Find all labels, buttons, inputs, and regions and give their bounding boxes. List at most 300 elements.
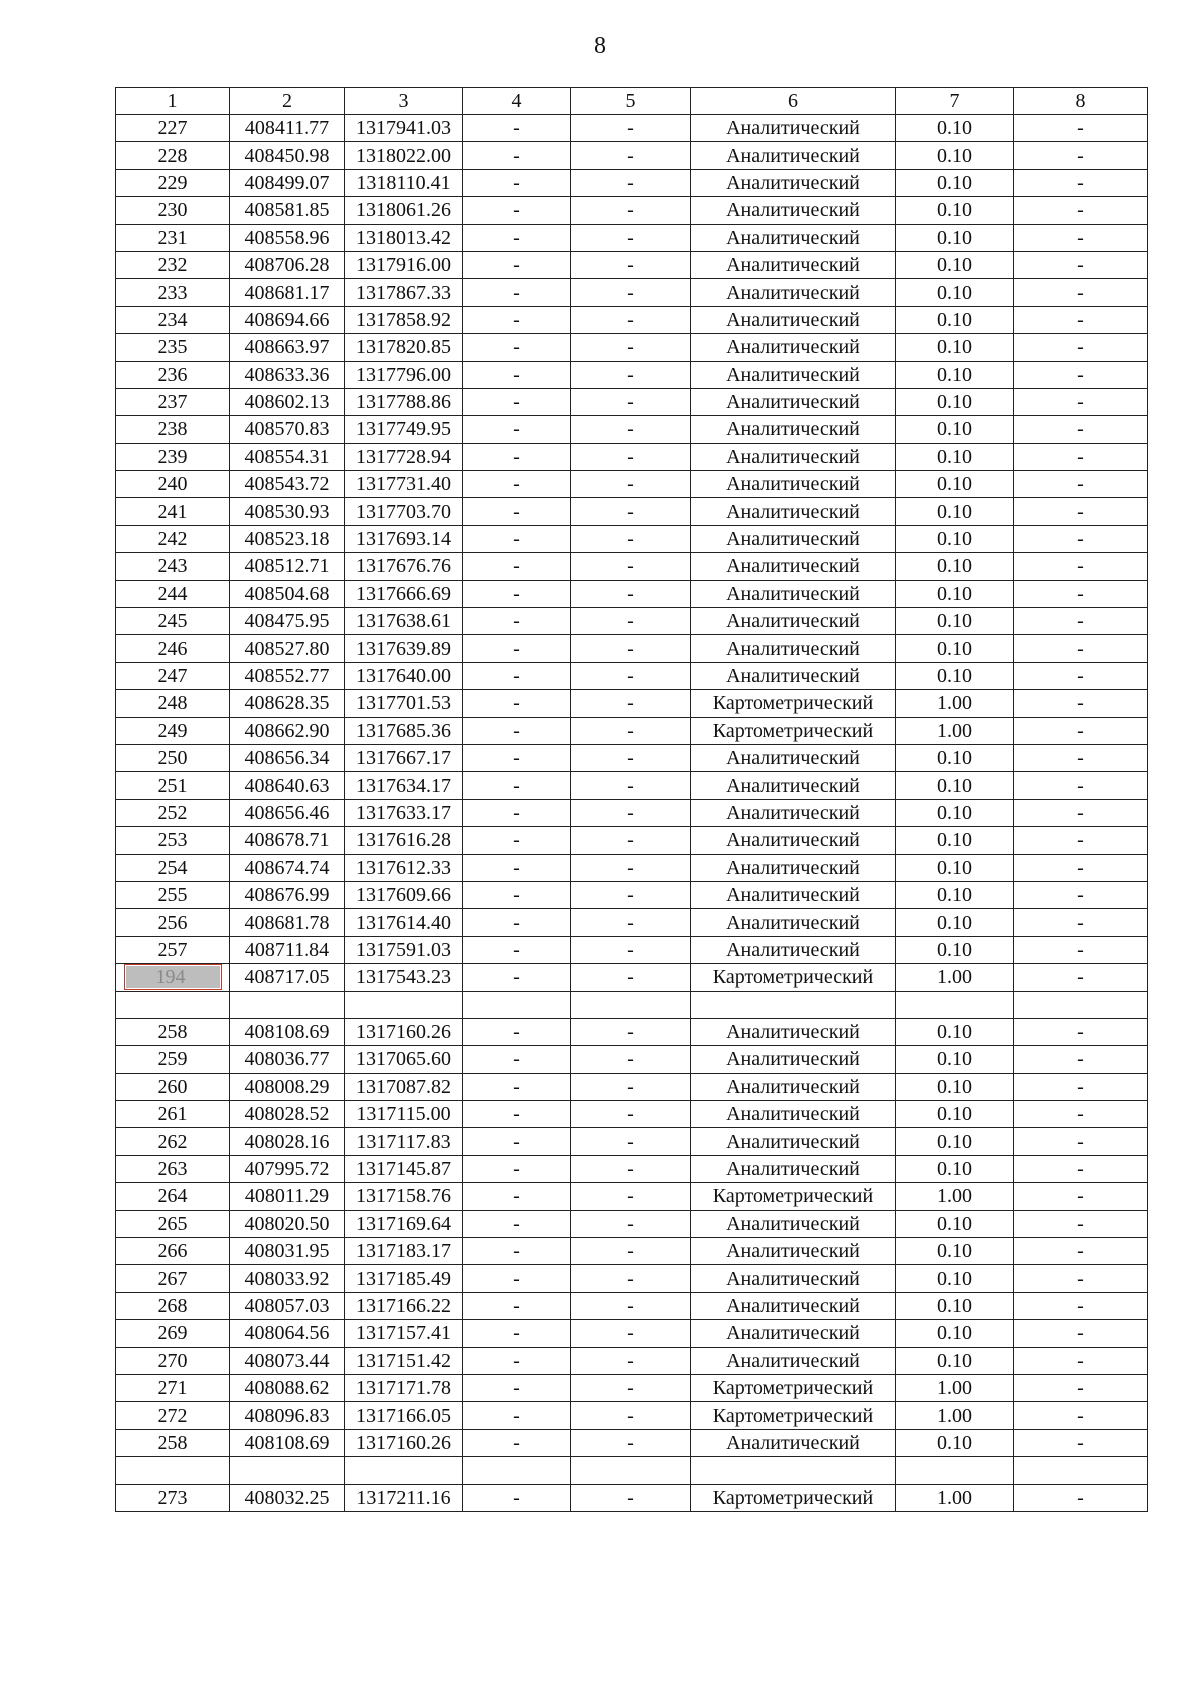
y-coordinate-cell: 1317609.66 — [345, 881, 463, 908]
col8-cell: - — [1014, 1402, 1148, 1429]
y-coordinate-cell: 1317543.23 — [345, 964, 463, 991]
accuracy-cell: 0.10 — [896, 416, 1014, 443]
accuracy-cell: 0.10 — [896, 197, 1014, 224]
col4-cell: - — [463, 1484, 571, 1511]
col4-cell: - — [463, 772, 571, 799]
point-number-cell: 257 — [116, 936, 230, 963]
col5-cell: - — [571, 827, 691, 854]
col4-cell: - — [463, 1402, 571, 1429]
table-body — [116, 88, 1148, 1512]
col4-cell: - — [463, 1292, 571, 1319]
accuracy-cell: 0.10 — [896, 827, 1014, 854]
col8-cell: - — [1014, 1183, 1148, 1210]
point-number-cell: 264 — [116, 1183, 230, 1210]
y-coordinate-cell: 1317676.76 — [345, 553, 463, 580]
y-coordinate-cell: 1317941.03 — [345, 115, 463, 142]
y-coordinate-cell: 1317171.78 — [345, 1374, 463, 1401]
col4-cell: - — [463, 1320, 571, 1347]
col8-cell: - — [1014, 443, 1148, 470]
point-number-cell: 236 — [116, 361, 230, 388]
point-number-cell: 238 — [116, 416, 230, 443]
col8-cell: - — [1014, 1018, 1148, 1045]
col5-cell: - — [571, 717, 691, 744]
method-cell: Аналитический — [691, 306, 896, 333]
point-number-cell: 266 — [116, 1238, 230, 1265]
x-coordinate-cell: 408108.69 — [230, 1018, 345, 1045]
x-coordinate-cell: 408656.34 — [230, 744, 345, 771]
method-cell: Аналитический — [691, 1292, 896, 1319]
point-number-cell: 271 — [116, 1374, 230, 1401]
table-row — [116, 1402, 1148, 1429]
x-coordinate-cell: 408032.25 — [230, 1484, 345, 1511]
point-number-cell: 233 — [116, 279, 230, 306]
table-row — [116, 1128, 1148, 1155]
point-number-cell: 263 — [116, 1155, 230, 1182]
y-coordinate-cell: 1317211.16 — [345, 1484, 463, 1511]
point-number-cell: 256 — [116, 909, 230, 936]
y-coordinate-cell: 1317151.42 — [345, 1347, 463, 1374]
table-row — [116, 1265, 1148, 1292]
x-coordinate-cell: 408543.72 — [230, 471, 345, 498]
method-cell: Картометрический — [691, 717, 896, 744]
y-coordinate-cell: 1317693.14 — [345, 525, 463, 552]
col8-cell: - — [1014, 224, 1148, 251]
col4-cell: - — [463, 1101, 571, 1128]
col5-cell: - — [571, 1484, 691, 1511]
col4-cell: - — [463, 1265, 571, 1292]
col8-cell: - — [1014, 142, 1148, 169]
method-cell: Аналитический — [691, 251, 896, 278]
accuracy-cell: 0.10 — [896, 251, 1014, 278]
y-coordinate-cell: 1317701.53 — [345, 690, 463, 717]
accuracy-cell: 1.00 — [896, 1374, 1014, 1401]
x-coordinate-cell: 408663.97 — [230, 334, 345, 361]
col4-cell: - — [463, 1073, 571, 1100]
accuracy-cell: 1.00 — [896, 690, 1014, 717]
x-coordinate-cell: 408504.68 — [230, 580, 345, 607]
point-number-cell: 241 — [116, 498, 230, 525]
table-row — [116, 1046, 1148, 1073]
x-coordinate-cell: 408674.74 — [230, 854, 345, 881]
y-coordinate-cell: 1317612.33 — [345, 854, 463, 881]
x-coordinate-cell: 408694.66 — [230, 306, 345, 333]
x-coordinate-cell: 408096.83 — [230, 1402, 345, 1429]
table-row — [116, 1347, 1148, 1374]
accuracy-cell: 0.10 — [896, 1265, 1014, 1292]
col8-cell: - — [1014, 1073, 1148, 1100]
accuracy-cell: 0.10 — [896, 772, 1014, 799]
col4-cell: - — [463, 388, 571, 415]
col5-cell: - — [571, 635, 691, 662]
x-coordinate-cell: 408558.96 — [230, 224, 345, 251]
point-number-cell: 261 — [116, 1101, 230, 1128]
y-coordinate-cell: 1317117.83 — [345, 1128, 463, 1155]
col4-cell — [463, 1457, 571, 1484]
table-row — [116, 197, 1148, 224]
accuracy-cell: 0.10 — [896, 471, 1014, 498]
table-row — [116, 1183, 1148, 1210]
point-number-cell: 273 — [116, 1484, 230, 1511]
col8-cell: - — [1014, 964, 1148, 991]
method-cell: Аналитический — [691, 388, 896, 415]
col5-cell: - — [571, 115, 691, 142]
method-cell: Картометрический — [691, 690, 896, 717]
col8-cell: - — [1014, 1292, 1148, 1319]
accuracy-cell: 0.10 — [896, 1073, 1014, 1100]
col4-cell: - — [463, 964, 571, 991]
method-cell: Аналитический — [691, 662, 896, 689]
col8-cell: - — [1014, 416, 1148, 443]
col4-cell: - — [463, 251, 571, 278]
x-coordinate-cell: 408640.63 — [230, 772, 345, 799]
col8-cell: - — [1014, 251, 1148, 278]
col8-cell — [1014, 991, 1148, 1018]
x-coordinate-cell: 408028.16 — [230, 1128, 345, 1155]
page-number: 8 — [594, 33, 606, 59]
y-coordinate-cell: 1317639.89 — [345, 635, 463, 662]
table-row — [116, 525, 1148, 552]
col4-cell: - — [463, 1128, 571, 1155]
method-cell: Аналитический — [691, 827, 896, 854]
point-number-cell: 247 — [116, 662, 230, 689]
col4-cell: - — [463, 1018, 571, 1045]
col8-cell: - — [1014, 1046, 1148, 1073]
point-number-cell: 231 — [116, 224, 230, 251]
accuracy-cell: 0.10 — [896, 744, 1014, 771]
col5-cell: - — [571, 443, 691, 470]
y-coordinate-cell: 1318022.00 — [345, 142, 463, 169]
col5-cell: - — [571, 1429, 691, 1456]
col8-cell: - — [1014, 1429, 1148, 1456]
col5-cell: - — [571, 361, 691, 388]
col8-cell: - — [1014, 1265, 1148, 1292]
column-header: 7 — [896, 88, 1014, 115]
point-number-cell: 259 — [116, 1046, 230, 1073]
point-number-cell: 244 — [116, 580, 230, 607]
y-coordinate-cell: 1317640.00 — [345, 662, 463, 689]
accuracy-cell: 0.10 — [896, 553, 1014, 580]
table-row — [116, 881, 1148, 908]
col5-cell: - — [571, 964, 691, 991]
method-cell: Аналитический — [691, 1320, 896, 1347]
point-number-cell: 269 — [116, 1320, 230, 1347]
x-coordinate-cell: 408523.18 — [230, 525, 345, 552]
col5-cell: - — [571, 1128, 691, 1155]
accuracy-cell: 1.00 — [896, 1183, 1014, 1210]
method-cell: Аналитический — [691, 361, 896, 388]
col4-cell: - — [463, 525, 571, 552]
point-number-cell: 232 — [116, 251, 230, 278]
point-number-cell: 272 — [116, 1402, 230, 1429]
col4-cell: - — [463, 580, 571, 607]
y-coordinate-cell: 1317160.26 — [345, 1018, 463, 1045]
y-coordinate-cell: 1317867.33 — [345, 279, 463, 306]
col5-cell — [571, 991, 691, 1018]
point-number-cell: 239 — [116, 443, 230, 470]
accuracy-cell: 1.00 — [896, 1484, 1014, 1511]
col5-cell: - — [571, 690, 691, 717]
method-cell: Аналитический — [691, 279, 896, 306]
point-number-cell: 254 — [116, 854, 230, 881]
col5-cell: - — [571, 1402, 691, 1429]
accuracy-cell: 0.10 — [896, 306, 1014, 333]
accuracy-cell: 0.10 — [896, 169, 1014, 196]
accuracy-cell: 0.10 — [896, 854, 1014, 881]
method-cell — [691, 991, 896, 1018]
col5-cell: - — [571, 744, 691, 771]
table-row — [116, 964, 1148, 991]
point-number-cell: 255 — [116, 881, 230, 908]
col4-cell: - — [463, 608, 571, 635]
point-number-cell: 253 — [116, 827, 230, 854]
table-row — [116, 498, 1148, 525]
table-row — [116, 306, 1148, 333]
point-number-cell — [116, 964, 230, 991]
table-row — [116, 251, 1148, 278]
method-cell: Аналитический — [691, 197, 896, 224]
x-coordinate-cell — [230, 1457, 345, 1484]
point-number-cell: 230 — [116, 197, 230, 224]
table-row — [116, 744, 1148, 771]
method-cell: Аналитический — [691, 881, 896, 908]
col8-cell: - — [1014, 772, 1148, 799]
accuracy-cell: 0.10 — [896, 936, 1014, 963]
table-row — [116, 1210, 1148, 1237]
col4-cell: - — [463, 1046, 571, 1073]
accuracy-cell: 0.10 — [896, 909, 1014, 936]
col5-cell: - — [571, 142, 691, 169]
point-number-cell: 228 — [116, 142, 230, 169]
col5-cell: - — [571, 1292, 691, 1319]
col4-cell — [463, 991, 571, 1018]
col8-cell: - — [1014, 197, 1148, 224]
accuracy-cell: 0.10 — [896, 1018, 1014, 1045]
accuracy-cell: 0.10 — [896, 608, 1014, 635]
point-number-cell: 248 — [116, 690, 230, 717]
y-coordinate-cell: 1317703.70 — [345, 498, 463, 525]
table-row — [116, 443, 1148, 470]
accuracy-cell: 0.10 — [896, 279, 1014, 306]
x-coordinate-cell: 408028.52 — [230, 1101, 345, 1128]
x-coordinate-cell: 408008.29 — [230, 1073, 345, 1100]
method-cell: Аналитический — [691, 936, 896, 963]
accuracy-cell: 0.10 — [896, 1155, 1014, 1182]
y-coordinate-cell: 1317616.28 — [345, 827, 463, 854]
col8-cell: - — [1014, 306, 1148, 333]
column-header: 2 — [230, 88, 345, 115]
col8-cell: - — [1014, 608, 1148, 635]
col8-cell: - — [1014, 361, 1148, 388]
y-coordinate-cell: 1317667.17 — [345, 744, 463, 771]
col5-cell: - — [571, 1046, 691, 1073]
col4-cell: - — [463, 827, 571, 854]
col5-cell: - — [571, 608, 691, 635]
accuracy-cell: 1.00 — [896, 717, 1014, 744]
col4-cell: - — [463, 1374, 571, 1401]
col4-cell: - — [463, 936, 571, 963]
table-row — [116, 416, 1148, 443]
column-header: 4 — [463, 88, 571, 115]
y-coordinate-cell: 1317166.22 — [345, 1292, 463, 1319]
col8-cell: - — [1014, 635, 1148, 662]
col5-cell: - — [571, 662, 691, 689]
point-number-cell: 246 — [116, 635, 230, 662]
table-row — [116, 115, 1148, 142]
method-cell: Аналитический — [691, 498, 896, 525]
col4-cell: - — [463, 1155, 571, 1182]
col5-cell: - — [571, 1320, 691, 1347]
x-coordinate-cell: 408717.05 — [230, 964, 345, 991]
col5-cell: - — [571, 1374, 691, 1401]
x-coordinate-cell: 408530.93 — [230, 498, 345, 525]
x-coordinate-cell: 407995.72 — [230, 1155, 345, 1182]
x-coordinate-cell: 408031.95 — [230, 1238, 345, 1265]
accuracy-cell: 0.10 — [896, 1320, 1014, 1347]
col4-cell: - — [463, 115, 571, 142]
y-coordinate-cell: 1317185.49 — [345, 1265, 463, 1292]
accuracy-cell: 0.10 — [896, 388, 1014, 415]
method-cell: Аналитический — [691, 772, 896, 799]
accuracy-cell: 0.10 — [896, 1429, 1014, 1456]
col4-cell: - — [463, 416, 571, 443]
method-cell: Аналитический — [691, 1046, 896, 1073]
table-row — [116, 1101, 1148, 1128]
col8-cell: - — [1014, 854, 1148, 881]
point-number-cell: 265 — [116, 1210, 230, 1237]
method-cell: Аналитический — [691, 525, 896, 552]
accuracy-cell: 0.10 — [896, 881, 1014, 908]
point-number-cell: 235 — [116, 334, 230, 361]
col5-cell: - — [571, 1347, 691, 1374]
x-coordinate-cell: 408411.77 — [230, 115, 345, 142]
accuracy-cell: 1.00 — [896, 1402, 1014, 1429]
method-cell: Аналитический — [691, 1347, 896, 1374]
method-cell: Аналитический — [691, 854, 896, 881]
col4-cell: - — [463, 635, 571, 662]
point-number-cell: 234 — [116, 306, 230, 333]
col4-cell: - — [463, 717, 571, 744]
col4-cell: - — [463, 1210, 571, 1237]
accuracy-cell: 0.10 — [896, 1292, 1014, 1319]
method-cell: Аналитический — [691, 416, 896, 443]
table-row — [116, 1429, 1148, 1456]
accuracy-cell: 0.10 — [896, 525, 1014, 552]
col4-cell: - — [463, 498, 571, 525]
col4-cell: - — [463, 142, 571, 169]
method-cell: Картометрический — [691, 1183, 896, 1210]
method-cell: Аналитический — [691, 1238, 896, 1265]
y-coordinate-cell: 1317633.17 — [345, 799, 463, 826]
x-coordinate-cell: 408570.83 — [230, 416, 345, 443]
x-coordinate-cell: 408706.28 — [230, 251, 345, 278]
col8-cell: - — [1014, 388, 1148, 415]
table-row — [116, 662, 1148, 689]
method-cell: Аналитический — [691, 608, 896, 635]
point-number-cell: 243 — [116, 553, 230, 580]
col5-cell: - — [571, 525, 691, 552]
col5-cell: - — [571, 799, 691, 826]
point-number-cell: 270 — [116, 1347, 230, 1374]
table-row — [116, 1238, 1148, 1265]
column-header: 6 — [691, 88, 896, 115]
col5-cell: - — [571, 471, 691, 498]
method-cell: Картометрический — [691, 964, 896, 991]
col5-cell: - — [571, 251, 691, 278]
accuracy-cell: 0.10 — [896, 1347, 1014, 1374]
table-row — [116, 361, 1148, 388]
table-row — [116, 1484, 1148, 1511]
y-coordinate-cell: 1317115.00 — [345, 1101, 463, 1128]
col8-cell: - — [1014, 553, 1148, 580]
table-row — [116, 1073, 1148, 1100]
col8-cell: - — [1014, 115, 1148, 142]
y-coordinate-cell: 1318061.26 — [345, 197, 463, 224]
table-header-row — [116, 88, 1148, 115]
x-coordinate-cell: 408681.78 — [230, 909, 345, 936]
method-cell: Аналитический — [691, 909, 896, 936]
y-coordinate-cell: 1317158.76 — [345, 1183, 463, 1210]
col4-cell: - — [463, 1347, 571, 1374]
method-cell: Аналитический — [691, 1101, 896, 1128]
accuracy-cell: 1.00 — [896, 964, 1014, 991]
table-row — [116, 169, 1148, 196]
accuracy-cell: 0.10 — [896, 1101, 1014, 1128]
x-coordinate-cell: 408011.29 — [230, 1183, 345, 1210]
table-row — [116, 772, 1148, 799]
method-cell: Аналитический — [691, 1210, 896, 1237]
col4-cell: - — [463, 306, 571, 333]
col8-cell: - — [1014, 1238, 1148, 1265]
x-coordinate-cell: 408033.92 — [230, 1265, 345, 1292]
col5-cell: - — [571, 1265, 691, 1292]
col8-cell: - — [1014, 690, 1148, 717]
col8-cell: - — [1014, 909, 1148, 936]
col5-cell: - — [571, 224, 691, 251]
point-number-cell: 251 — [116, 772, 230, 799]
y-coordinate-cell — [345, 991, 463, 1018]
method-cell: Картометрический — [691, 1374, 896, 1401]
col5-cell: - — [571, 854, 691, 881]
x-coordinate-cell: 408602.13 — [230, 388, 345, 415]
accuracy-cell: 0.10 — [896, 1046, 1014, 1073]
point-number-cell — [116, 1457, 230, 1484]
table-row — [116, 854, 1148, 881]
x-coordinate-cell: 408108.69 — [230, 1429, 345, 1456]
col5-cell: - — [571, 881, 691, 908]
y-coordinate-cell: 1317749.95 — [345, 416, 463, 443]
point-number-cell: 268 — [116, 1292, 230, 1319]
accuracy-cell: 0.10 — [896, 799, 1014, 826]
col4-cell: - — [463, 224, 571, 251]
col8-cell: - — [1014, 799, 1148, 826]
col4-cell: - — [463, 197, 571, 224]
table-row — [116, 1320, 1148, 1347]
point-number-cell: 237 — [116, 388, 230, 415]
highlighted-point-number: 194 — [126, 966, 220, 988]
col5-cell: - — [571, 1183, 691, 1210]
y-coordinate-cell: 1317858.92 — [345, 306, 463, 333]
point-number-cell: 250 — [116, 744, 230, 771]
y-coordinate-cell: 1317166.05 — [345, 1402, 463, 1429]
col4-cell: - — [463, 443, 571, 470]
y-coordinate-cell: 1317820.85 — [345, 334, 463, 361]
col8-cell: - — [1014, 1347, 1148, 1374]
blank-separator-row — [116, 991, 1148, 1018]
x-coordinate-cell: 408020.50 — [230, 1210, 345, 1237]
accuracy-cell: 0.10 — [896, 361, 1014, 388]
col5-cell: - — [571, 1210, 691, 1237]
accuracy-cell: 0.10 — [896, 334, 1014, 361]
